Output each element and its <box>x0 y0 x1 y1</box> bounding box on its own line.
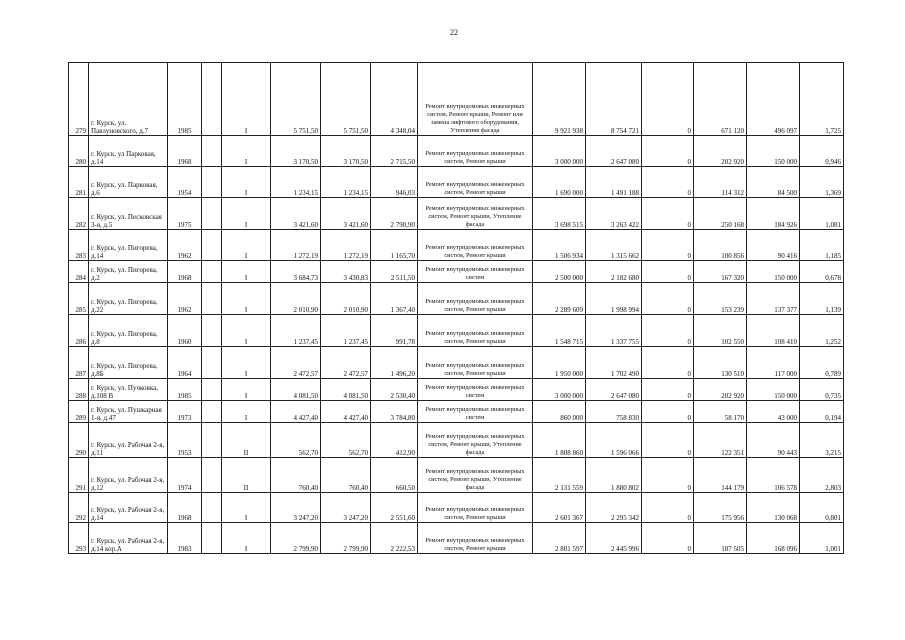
total-area-cell: 760,40 <box>271 458 321 493</box>
fund-cost-cell: 1 998 994 <box>586 283 642 315</box>
ratio-cell: 1,725 <box>800 63 844 136</box>
row-number: 279 <box>69 63 89 136</box>
table-row <box>69 458 844 493</box>
year-cell: 1960 <box>168 315 202 347</box>
residential-area-cell: 1 165,70 <box>371 230 418 261</box>
residential-area-cell: 412,90 <box>371 423 418 458</box>
living-area-cell: 760,40 <box>321 458 371 493</box>
year-cell: 1985 <box>168 63 202 136</box>
total-cost-cell: 2 601 367 <box>533 493 586 523</box>
row-number: 290 <box>69 423 89 458</box>
row-number: 289 <box>69 401 89 423</box>
total-cost-cell: 3 000 000 <box>533 379 586 401</box>
living-area-cell: 3 170,50 <box>321 136 371 167</box>
page-number: 22 <box>450 28 458 37</box>
budget-cost-cell: 0 <box>642 401 694 423</box>
table-row <box>69 423 844 458</box>
residential-area-cell: 3 784,80 <box>371 401 418 423</box>
fund-cost-cell: 758 830 <box>586 401 642 423</box>
ratio-cell: 0,789 <box>800 347 844 379</box>
address-cell: г. Курск, ул. Пигорева, д.14 <box>89 230 168 261</box>
total-cost-cell: 1 950 000 <box>533 347 586 379</box>
total-area-cell: 4 427,40 <box>271 401 321 423</box>
budget-cost-cell: 0 <box>642 261 694 283</box>
blank-cell <box>202 458 222 493</box>
blank-cell <box>202 401 222 423</box>
year-cell: 1983 <box>168 523 202 554</box>
owners-cost-cell: 175 956 <box>694 493 747 523</box>
total-area-cell: 4 081,50 <box>271 379 321 401</box>
budget-cost-cell: 0 <box>642 315 694 347</box>
row-number: 293 <box>69 523 89 554</box>
works-cell: Ремонт внутридомовых инженерных систем, Ремонт крыши <box>418 347 533 379</box>
category-cell: I <box>222 136 271 167</box>
housing-repair-table <box>68 62 844 554</box>
owners-cost-cell: 250 168 <box>694 198 747 230</box>
works-cell: Ремонт внутридомовых инженерных систем, Ремонт крыши <box>418 523 533 554</box>
other-cost-cell: 90 416 <box>747 230 800 261</box>
residential-area-cell: 2 222,53 <box>371 523 418 554</box>
budget-cost-cell: 0 <box>642 347 694 379</box>
owners-cost-cell: 122 351 <box>694 423 747 458</box>
category-cell: I <box>222 315 271 347</box>
total-cost-cell: 1 690 000 <box>533 167 586 198</box>
category-cell: I <box>222 198 271 230</box>
address-cell: г. Курск, ул. Пигорева, д.2 <box>89 261 168 283</box>
fund-cost-cell: 2 647 080 <box>586 379 642 401</box>
other-cost-cell: 184 926 <box>747 198 800 230</box>
other-cost-cell: 84 500 <box>747 167 800 198</box>
blank-cell <box>202 493 222 523</box>
category-cell: I <box>222 401 271 423</box>
blank-cell <box>202 63 222 136</box>
row-number: 287 <box>69 347 89 379</box>
row-number: 286 <box>69 315 89 347</box>
owners-cost-cell: 153 239 <box>694 283 747 315</box>
other-cost-cell: 496 097 <box>747 63 800 136</box>
address-cell: г. Курск, ул. Павлуновского, д.7 <box>89 63 168 136</box>
ratio-cell: 0,678 <box>800 261 844 283</box>
address-cell: г. Курск, ул. Пучковка, д.108 В <box>89 379 168 401</box>
ratio-cell: 0,735 <box>800 379 844 401</box>
table-row <box>69 198 844 230</box>
address-cell: г. Курск, ул. Пигорева, д.22 <box>89 283 168 315</box>
residential-area-cell: 1 367,40 <box>371 283 418 315</box>
other-cost-cell: 137 377 <box>747 283 800 315</box>
row-number: 292 <box>69 493 89 523</box>
owners-cost-cell: 187 505 <box>694 523 747 554</box>
total-cost-cell: 2 131 559 <box>533 458 586 493</box>
other-cost-cell: 168 096 <box>747 523 800 554</box>
other-cost-cell: 90 443 <box>747 423 800 458</box>
fund-cost-cell: 1 596 066 <box>586 423 642 458</box>
budget-cost-cell: 0 <box>642 198 694 230</box>
total-cost-cell: 2 500 000 <box>533 261 586 283</box>
ratio-cell: 1,252 <box>800 315 844 347</box>
owners-cost-cell: 167 320 <box>694 261 747 283</box>
year-cell: 1968 <box>168 261 202 283</box>
table-row <box>69 136 844 167</box>
total-area-cell: 3 684,73 <box>271 261 321 283</box>
living-area-cell: 4 427,40 <box>321 401 371 423</box>
budget-cost-cell: 0 <box>642 423 694 458</box>
fund-cost-cell: 1 702 490 <box>586 347 642 379</box>
other-cost-cell: 117 000 <box>747 347 800 379</box>
total-area-cell: 2 010,90 <box>271 283 321 315</box>
owners-cost-cell: 130 510 <box>694 347 747 379</box>
residential-area-cell: 2 790,90 <box>371 198 418 230</box>
row-number: 283 <box>69 230 89 261</box>
other-cost-cell: 150 000 <box>747 136 800 167</box>
table-row <box>69 493 844 523</box>
residential-area-cell: 4 348,04 <box>371 63 418 136</box>
total-area-cell: 1 272,19 <box>271 230 321 261</box>
total-cost-cell: 2 289 609 <box>533 283 586 315</box>
ratio-cell: 0,194 <box>800 401 844 423</box>
living-area-cell: 562,70 <box>321 423 371 458</box>
total-area-cell: 1 237,45 <box>271 315 321 347</box>
row-number: 285 <box>69 283 89 315</box>
residential-area-cell: 2 551,60 <box>371 493 418 523</box>
address-cell: г. Курск, ул. Пигорева, д.8Б <box>89 347 168 379</box>
row-number: 288 <box>69 379 89 401</box>
ratio-cell: 3,215 <box>800 423 844 458</box>
year-cell: 1973 <box>168 401 202 423</box>
blank-cell <box>202 347 222 379</box>
other-cost-cell: 108 410 <box>747 315 800 347</box>
address-cell: г. Курск, ул. Рабочая 2-я, д.12 <box>89 458 168 493</box>
category-cell: I <box>222 523 271 554</box>
works-cell: Ремонт внутридомовых инженерных систем, Ремонт крыши <box>418 136 533 167</box>
total-cost-cell: 3 698 515 <box>533 198 586 230</box>
living-area-cell: 5 751,50 <box>321 63 371 136</box>
works-cell: Ремонт внутридомовых инженерных систем, Ремонт крыши <box>418 315 533 347</box>
total-area-cell: 1 234,15 <box>271 167 321 198</box>
fund-cost-cell: 2 182 680 <box>586 261 642 283</box>
year-cell: 1953 <box>168 423 202 458</box>
row-number: 281 <box>69 167 89 198</box>
address-cell: г. Курск, ул. Рабочая 2-я, д.14 кор.А <box>89 523 168 554</box>
blank-cell <box>202 198 222 230</box>
category-cell: I <box>222 230 271 261</box>
table-body <box>69 63 844 554</box>
living-area-cell: 3 430,83 <box>321 261 371 283</box>
ratio-cell: 1,185 <box>800 230 844 261</box>
works-cell: Ремонт внутридомовых инженерных систем, Ремонт крыши, Утепление фасада <box>418 458 533 493</box>
works-cell: Ремонт внутридомовых инженерных систем, Ремонт крыши <box>418 167 533 198</box>
year-cell: 1962 <box>168 230 202 261</box>
residential-area-cell: 991,78 <box>371 315 418 347</box>
table-row <box>69 523 844 554</box>
fund-cost-cell: 1 315 662 <box>586 230 642 261</box>
category-cell: I <box>222 167 271 198</box>
fund-cost-cell: 2 445 996 <box>586 523 642 554</box>
budget-cost-cell: 0 <box>642 230 694 261</box>
category-cell: I <box>222 347 271 379</box>
residential-area-cell: 2 511,50 <box>371 261 418 283</box>
other-cost-cell: 106 578 <box>747 458 800 493</box>
blank-cell <box>202 261 222 283</box>
fund-cost-cell: 2 295 342 <box>586 493 642 523</box>
table-row <box>69 347 844 379</box>
other-cost-cell: 130 068 <box>747 493 800 523</box>
row-number: 284 <box>69 261 89 283</box>
fund-cost-cell: 3 263 422 <box>586 198 642 230</box>
works-cell: Ремонт внутридомовых инженерных систем, Ремонт крыши, Утепление фасада <box>418 198 533 230</box>
row-number: 282 <box>69 198 89 230</box>
year-cell: 1985 <box>168 379 202 401</box>
owners-cost-cell: 58 170 <box>694 401 747 423</box>
total-area-cell: 3 170,50 <box>271 136 321 167</box>
owners-cost-cell: 114 312 <box>694 167 747 198</box>
total-cost-cell: 1 808 860 <box>533 423 586 458</box>
owners-cost-cell: 102 550 <box>694 315 747 347</box>
owners-cost-cell: 202 920 <box>694 136 747 167</box>
address-cell: г. Курск, ул. Песковская 3-я, д.5 <box>89 198 168 230</box>
other-cost-cell: 150 000 <box>747 261 800 283</box>
table-row <box>69 283 844 315</box>
works-cell: Ремонт внутридомовых инженерных систем <box>418 261 533 283</box>
category-cell: I <box>222 493 271 523</box>
year-cell: 1975 <box>168 198 202 230</box>
blank-cell <box>202 423 222 458</box>
year-cell: 1954 <box>168 167 202 198</box>
table-row <box>69 230 844 261</box>
works-cell: Ремонт внутридомовых инженерных систем, Ремонт крыши, Утепление фасада <box>418 423 533 458</box>
living-area-cell: 3 247,20 <box>321 493 371 523</box>
total-area-cell: 2 799,90 <box>271 523 321 554</box>
total-cost-cell: 1 548 715 <box>533 315 586 347</box>
residential-area-cell: 660,50 <box>371 458 418 493</box>
living-area-cell: 1 272,19 <box>321 230 371 261</box>
residential-area-cell: 2 715,50 <box>371 136 418 167</box>
table-row <box>69 379 844 401</box>
address-cell: г. Курск, ул. Рабочая 2-я, д.11 <box>89 423 168 458</box>
budget-cost-cell: 0 <box>642 167 694 198</box>
ratio-cell: 1,139 <box>800 283 844 315</box>
living-area-cell: 2 799,90 <box>321 523 371 554</box>
category-cell: I <box>222 379 271 401</box>
address-cell: г. Курск, ул. Пигорева, д.8 <box>89 315 168 347</box>
works-cell: Ремонт внутридомовых инженерных систем, Ремонт крыши, Ремонт или замена лифтового оборудования, Утепление фасада <box>418 63 533 136</box>
ratio-cell: 2,803 <box>800 458 844 493</box>
address-cell: г. Курск, ул. Рабочая 2-я, д.14 <box>89 493 168 523</box>
total-cost-cell: 860 000 <box>533 401 586 423</box>
ratio-cell: 1,369 <box>800 167 844 198</box>
blank-cell <box>202 315 222 347</box>
year-cell: 1964 <box>168 347 202 379</box>
year-cell: 1968 <box>168 493 202 523</box>
total-area-cell: 5 751,50 <box>271 63 321 136</box>
category-cell: I <box>222 283 271 315</box>
fund-cost-cell: 1 337 755 <box>586 315 642 347</box>
blank-cell <box>202 379 222 401</box>
year-cell: 1968 <box>168 136 202 167</box>
total-area-cell: 3 247,20 <box>271 493 321 523</box>
blank-cell <box>202 523 222 554</box>
budget-cost-cell: 0 <box>642 63 694 136</box>
row-number: 280 <box>69 136 89 167</box>
category-cell: I <box>222 261 271 283</box>
year-cell: 1962 <box>168 283 202 315</box>
budget-cost-cell: 0 <box>642 379 694 401</box>
category-cell: II <box>222 458 271 493</box>
other-cost-cell: 150 000 <box>747 379 800 401</box>
total-cost-cell: 2 801 597 <box>533 523 586 554</box>
fund-cost-cell: 8 754 721 <box>586 63 642 136</box>
works-cell: Ремонт внутридомовых инженерных систем <box>418 401 533 423</box>
living-area-cell: 2 472,57 <box>321 347 371 379</box>
total-cost-cell: 1 506 934 <box>533 230 586 261</box>
ratio-cell: 1,081 <box>800 198 844 230</box>
budget-cost-cell: 0 <box>642 136 694 167</box>
ratio-cell: 0,801 <box>800 493 844 523</box>
address-cell: г. Курск, ул. Пушкарная 1-я, д.47 <box>89 401 168 423</box>
living-area-cell: 4 081,50 <box>321 379 371 401</box>
total-area-cell: 2 472,57 <box>271 347 321 379</box>
year-cell: 1974 <box>168 458 202 493</box>
living-area-cell: 1 237,45 <box>321 315 371 347</box>
living-area-cell: 3 421,60 <box>321 198 371 230</box>
budget-cost-cell: 0 <box>642 458 694 493</box>
row-number: 291 <box>69 458 89 493</box>
ratio-cell: 1,001 <box>800 523 844 554</box>
total-cost-cell: 9 921 938 <box>533 63 586 136</box>
works-cell: Ремонт внутридомовых инженерных систем, Ремонт крыши <box>418 283 533 315</box>
owners-cost-cell: 671 120 <box>694 63 747 136</box>
total-cost-cell: 3 000 000 <box>533 136 586 167</box>
owners-cost-cell: 100 856 <box>694 230 747 261</box>
works-cell: Ремонт внутридомовых инженерных систем <box>418 379 533 401</box>
residential-area-cell: 2 530,40 <box>371 379 418 401</box>
residential-area-cell: 946,03 <box>371 167 418 198</box>
fund-cost-cell: 2 647 080 <box>586 136 642 167</box>
residential-area-cell: 1 496,20 <box>371 347 418 379</box>
blank-cell <box>202 230 222 261</box>
category-cell: I <box>222 63 271 136</box>
budget-cost-cell: 0 <box>642 493 694 523</box>
living-area-cell: 1 234,15 <box>321 167 371 198</box>
fund-cost-cell: 1 491 188 <box>586 167 642 198</box>
budget-cost-cell: 0 <box>642 283 694 315</box>
table-row <box>69 401 844 423</box>
budget-cost-cell: 0 <box>642 523 694 554</box>
address-cell: г. Курск, ул Парковая, д.14 <box>89 136 168 167</box>
fund-cost-cell: 1 880 802 <box>586 458 642 493</box>
owners-cost-cell: 144 179 <box>694 458 747 493</box>
owners-cost-cell: 202 920 <box>694 379 747 401</box>
works-cell: Ремонт внутридомовых инженерных систем, Ремонт крыши <box>418 230 533 261</box>
works-cell: Ремонт внутридомовых инженерных систем, Ремонт крыши <box>418 493 533 523</box>
category-cell: II <box>222 423 271 458</box>
blank-cell <box>202 283 222 315</box>
living-area-cell: 2 010,90 <box>321 283 371 315</box>
total-area-cell: 3 421,60 <box>271 198 321 230</box>
table-row <box>69 315 844 347</box>
total-area-cell: 562,70 <box>271 423 321 458</box>
table-row <box>69 261 844 283</box>
table-row <box>69 63 844 136</box>
blank-cell <box>202 136 222 167</box>
address-cell: г. Курск, ул. Парковая, д.6 <box>89 167 168 198</box>
table-row <box>69 167 844 198</box>
other-cost-cell: 43 000 <box>747 401 800 423</box>
ratio-cell: 0,946 <box>800 136 844 167</box>
blank-cell <box>202 167 222 198</box>
